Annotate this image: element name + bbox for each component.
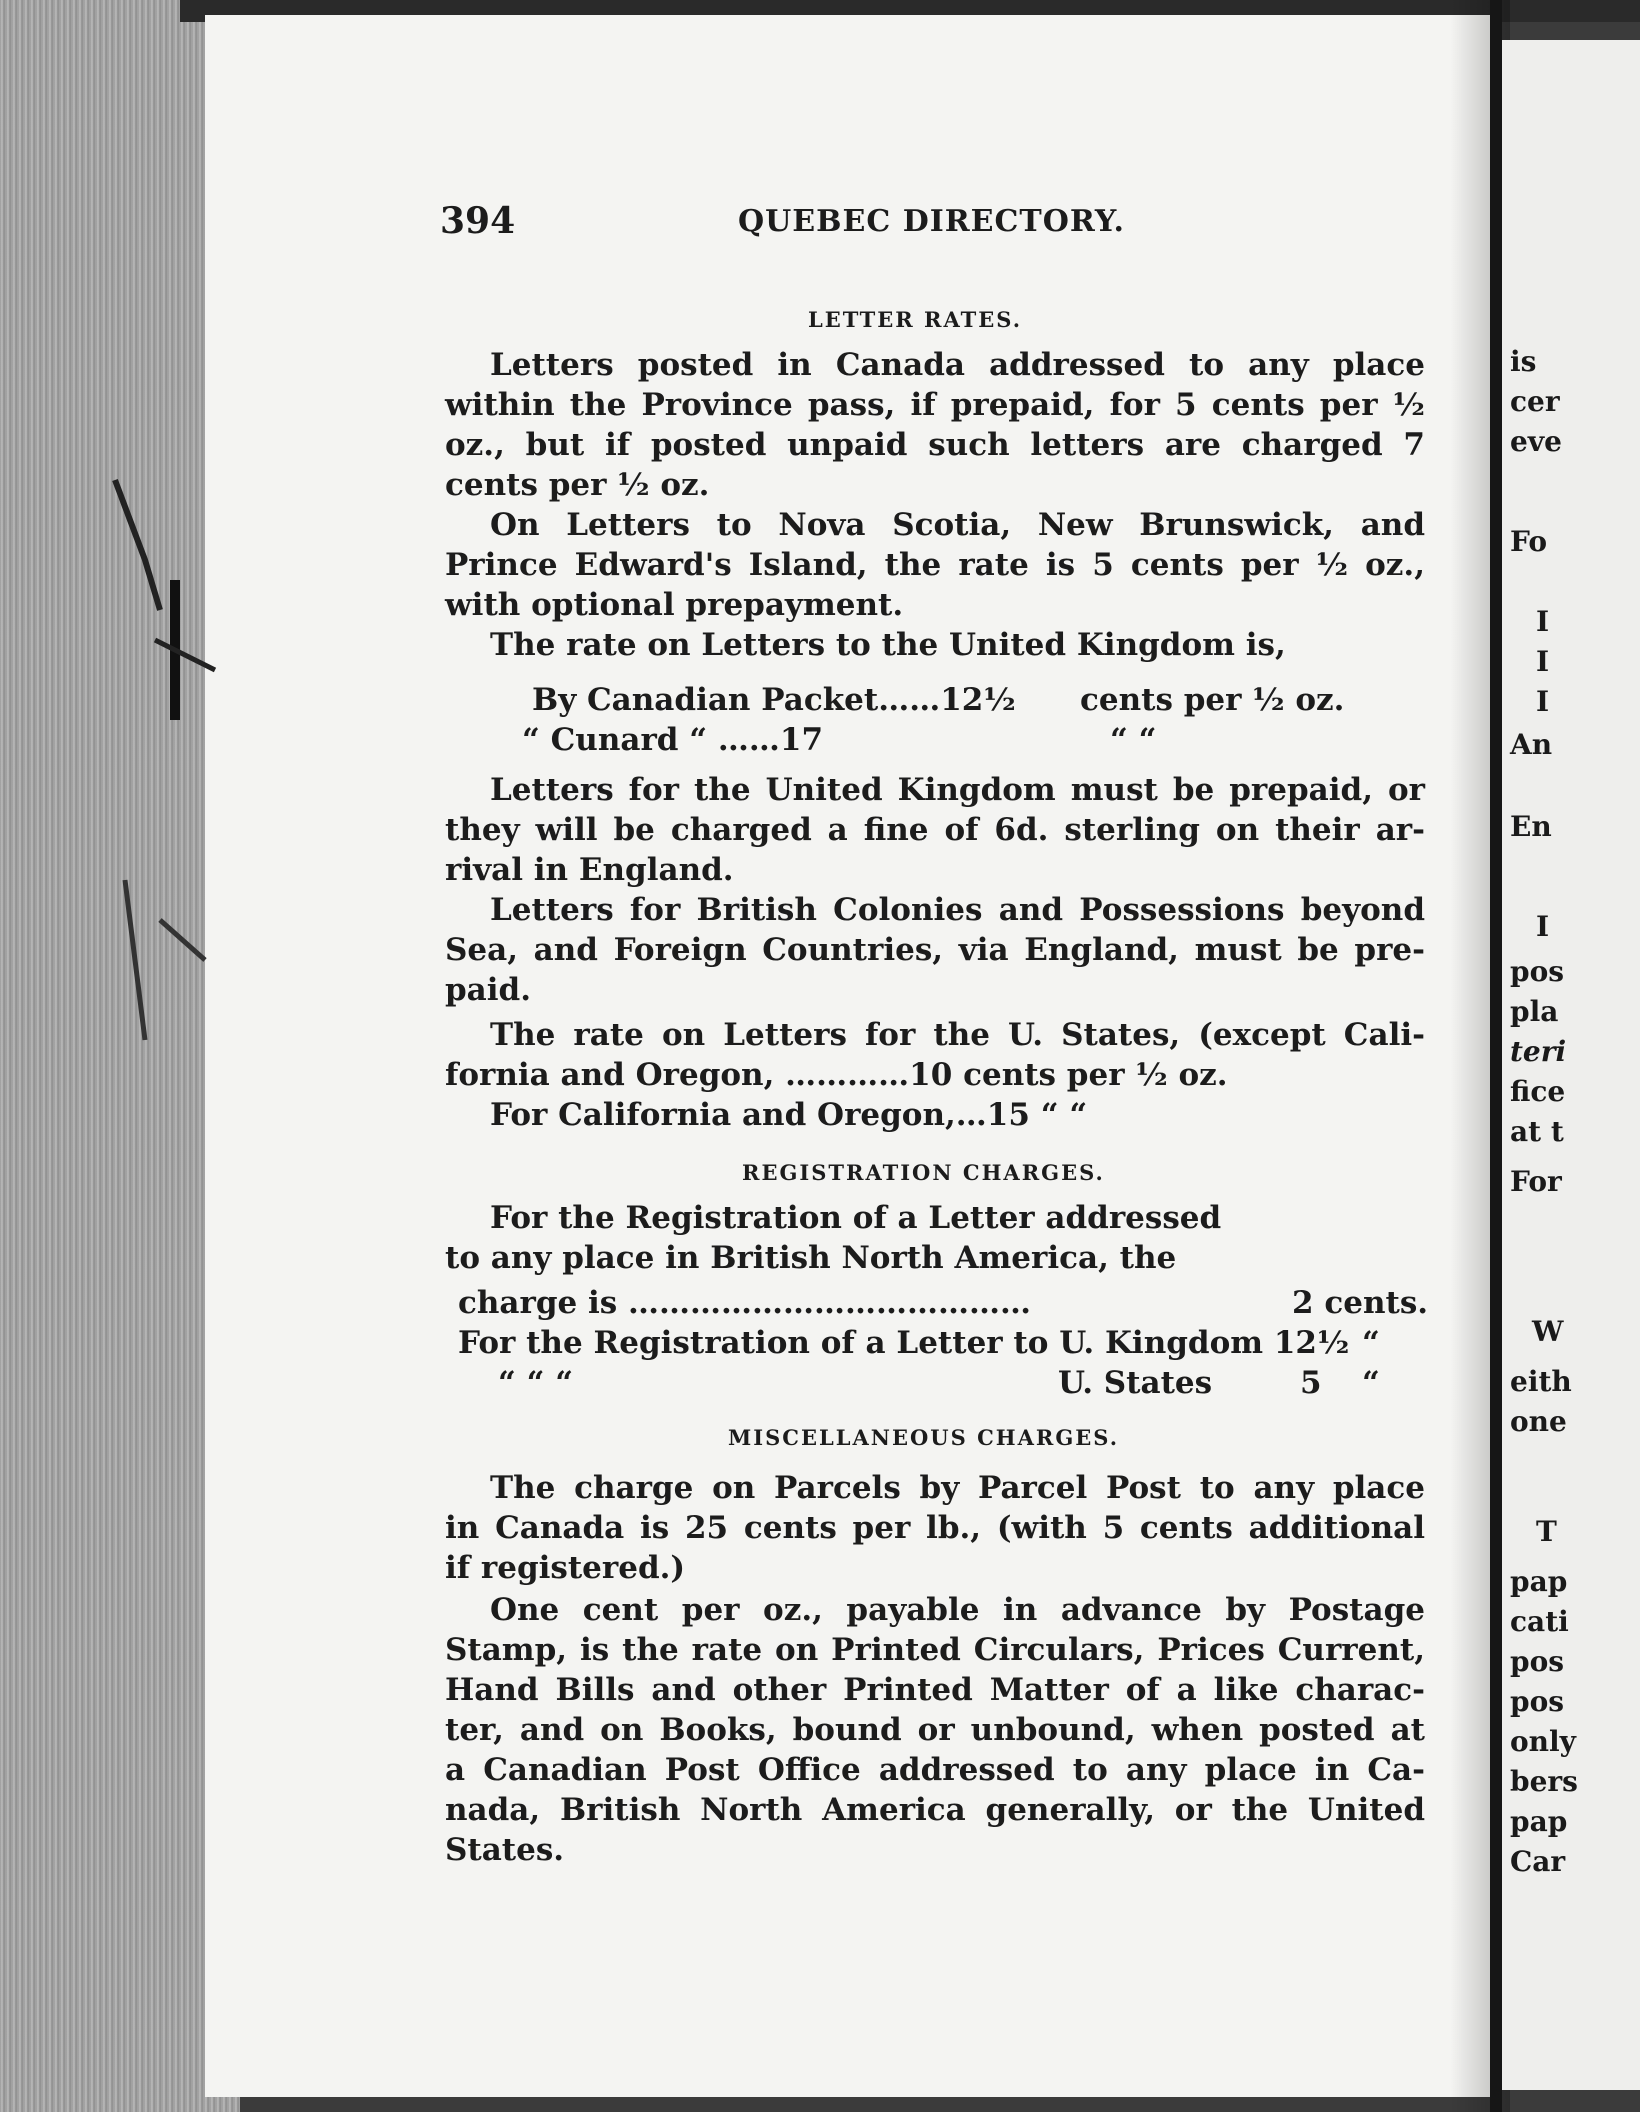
text-line: nada, British North America generally, or the United: [445, 1792, 1425, 1828]
registration-amount: “: [1362, 1325, 1380, 1361]
facing-page-fragment: En: [1510, 810, 1552, 843]
facing-page-fragment: I: [1536, 910, 1550, 943]
registration-amount: “: [1362, 1365, 1380, 1401]
letter-rates-heading: LETTER RATES.: [808, 307, 1023, 332]
facing-page-fragment: I: [1536, 685, 1550, 718]
facing-page-fragment: is: [1510, 345, 1537, 378]
facing-page-fragment: I: [1536, 645, 1550, 678]
facing-page-fragment: eith: [1510, 1365, 1572, 1398]
facing-page-fragment: fice: [1510, 1075, 1566, 1108]
registration-heading: REGISTRATION CHARGES.: [742, 1160, 1105, 1185]
facing-page-fragment: W: [1532, 1315, 1564, 1348]
running-head: [440, 200, 1440, 250]
text-line: in Canada is 25 cents per lb., (with 5 cents additional: [445, 1510, 1425, 1546]
facing-page-fragment: one: [1510, 1405, 1567, 1438]
ditto-marks: “ “ “: [498, 1365, 574, 1401]
page-number: 394: [440, 200, 516, 242]
text-line: they will be charged a fine of 6d. sterling on their ar-: [445, 812, 1425, 848]
text-line: Stamp, is the rate on Printed Circulars, Prices Current,: [445, 1632, 1425, 1668]
text-line: if registered.): [445, 1550, 686, 1586]
text-line: Hand Bills and other Printed Matter of a like charac-: [445, 1672, 1425, 1708]
text-line: oz., but if posted unpaid such letters are charged 7: [445, 427, 1425, 463]
text-line: a Canadian Post Office addressed to any place in Ca-: [445, 1752, 1425, 1788]
text-line: rival in England.: [445, 852, 734, 888]
registration-amount: 2 cents.: [1292, 1285, 1429, 1321]
facing-page-fragment: I: [1536, 605, 1550, 638]
text-line: The charge on Parcels by Parcel Post to any place: [490, 1470, 1425, 1506]
text-line: Letters posted in Canada addressed to any place: [490, 347, 1425, 383]
facing-page-fragment: pos: [1510, 955, 1565, 988]
text-line: The rate on Letters to the United Kingdom is,: [490, 627, 1286, 663]
facing-page-fragment: An: [1510, 728, 1553, 761]
facing-page-fragment: only: [1510, 1725, 1576, 1758]
text-line: ter, and on Books, bound or unbound, when posted at: [445, 1712, 1425, 1748]
text-line: On Letters to Nova Scotia, New Brunswick, and: [490, 507, 1425, 543]
margin-pencil-marks: [85, 440, 245, 1140]
text-line: The rate on Letters for the U. States, (except Cali-: [490, 1017, 1425, 1053]
facing-page-fragment: pap: [1510, 1565, 1568, 1598]
text-line: For California and Oregon,…15 “ “: [490, 1097, 1088, 1133]
facing-page-fragment: cer: [1510, 385, 1560, 418]
text-line: Letters for British Colonies and Possessions beyond: [490, 892, 1425, 928]
facing-page-fragment: Car: [1510, 1845, 1566, 1878]
facing-page-fragment: cati: [1510, 1605, 1569, 1638]
book-gutter: [1490, 0, 1502, 2112]
packet-rate-value: cents per ½ oz.: [1080, 682, 1345, 718]
text-line: For the Registration of a Letter addressed: [490, 1200, 1222, 1236]
registration-label: For the Registration of a Letter to U. Kingdom 12½: [458, 1325, 1350, 1361]
text-line: paid.: [445, 972, 532, 1008]
text-line: within the Province pass, if prepaid, for 5 cents per ½: [445, 387, 1425, 423]
text-line: Sea, and Foreign Countries, via England, must be pre-: [445, 932, 1425, 968]
facing-page-fragment: T: [1536, 1515, 1557, 1548]
facing-page-fragment: pos: [1510, 1645, 1565, 1678]
text-line: One cent per oz., payable in advance by Postage: [490, 1592, 1425, 1628]
text-line: States.: [445, 1832, 565, 1868]
registration-label: charge is …………………………………: [458, 1285, 1032, 1321]
packet-rate-value: “ “: [1110, 722, 1157, 758]
packet-rate-mode: “ Cunard “ ……17: [522, 722, 824, 758]
facing-page-fragment: eve: [1510, 425, 1562, 458]
text-line: cents per ½ oz.: [445, 467, 710, 503]
facing-page-fragment: For: [1510, 1165, 1562, 1198]
registration-rate: 5: [1300, 1365, 1322, 1401]
text-line: fornia and Oregon, …………10 cents per ½ oz.: [445, 1057, 1228, 1093]
text-line: Letters for the United Kingdom must be prepaid, or: [490, 772, 1425, 808]
text-line: to any place in British North America, the: [445, 1240, 1177, 1276]
text-line: with optional prepayment.: [445, 587, 904, 623]
text-line: Prince Edward's Island, the rate is 5 cents per ½ oz.,: [445, 547, 1425, 583]
registration-label: U. States: [1058, 1365, 1213, 1401]
facing-page-fragment: bers: [1510, 1765, 1578, 1798]
packet-rate-mode: By Canadian Packet……12½: [532, 682, 1016, 718]
facing-page-fragment: Fo: [1510, 525, 1548, 558]
facing-page-fragment: pla: [1510, 995, 1559, 1028]
facing-page-fragment: at t: [1510, 1115, 1564, 1148]
facing-page: [1502, 40, 1640, 2090]
facing-page-fragment: teri: [1510, 1035, 1567, 1068]
facing-page-fragment: pos: [1510, 1685, 1565, 1718]
facing-page-fragment: pap: [1510, 1805, 1568, 1838]
misc-heading: MISCELLANEOUS CHARGES.: [728, 1425, 1120, 1450]
page-title: QUEBEC DIRECTORY.: [738, 204, 1125, 239]
